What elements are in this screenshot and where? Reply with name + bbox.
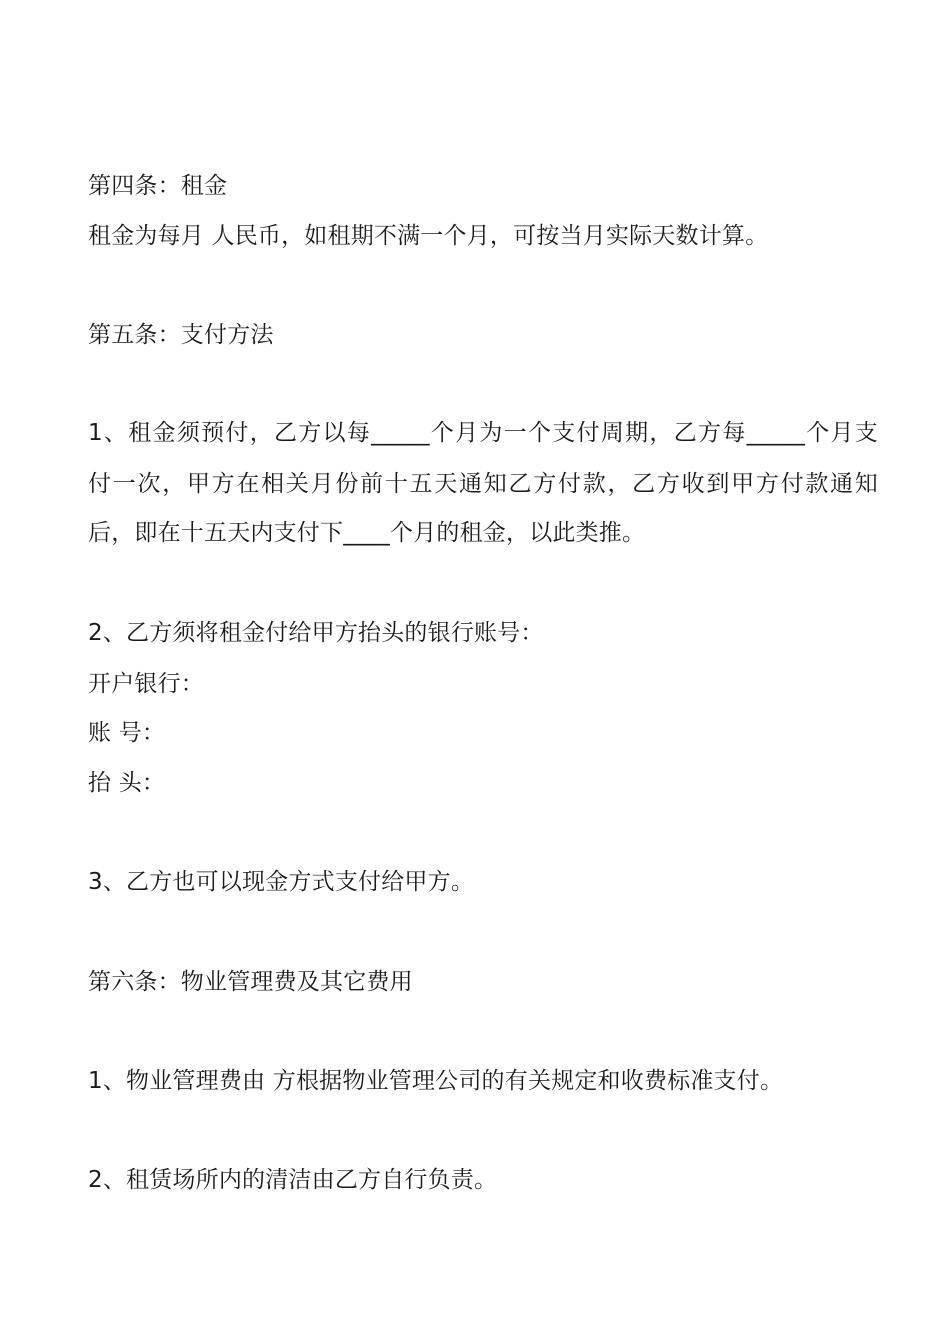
article-5-clause-3: 3、乙方也可以现金方式支付给甲方。 [88, 869, 475, 895]
account-number-label: 账 号： [88, 720, 166, 746]
article-5-clause-1-line-2: 付一次，甲方在相关月份前十五天通知乙方付款，乙方收到甲方付款通知 [88, 471, 878, 497]
article-5-clause-1-line-1: 1、租金须预付，乙方以每_____个月为一个支付周期，乙方每_____个月支 [88, 420, 878, 446]
article-5-clause-2: 2、乙方须将租金付给甲方抬头的银行账号： [88, 620, 544, 646]
article-6-clause-2: 2、租赁场所内的清洁由乙方自行负责。 [88, 1167, 498, 1193]
article-5-clause-1-line-3: 后，即在十五天内支付下____个月的租金，以此类推。 [88, 520, 646, 546]
article-6-clause-1: 1、物业管理费由 方根据物业管理公司的有关规定和收费标准支付。 [88, 1068, 784, 1094]
article-4-body: 租金为每月 人民币，如租期不满一个月，可按当月实际天数计算。 [88, 223, 769, 249]
article-6-heading: 第六条：物业管理费及其它费用 [88, 969, 413, 995]
account-title-label: 抬 头： [88, 770, 166, 796]
article-4-heading: 第四条：租金 [88, 173, 228, 199]
article-5-heading: 第五条：支付方法 [88, 322, 274, 348]
bank-name-label: 开户银行： [88, 671, 204, 697]
